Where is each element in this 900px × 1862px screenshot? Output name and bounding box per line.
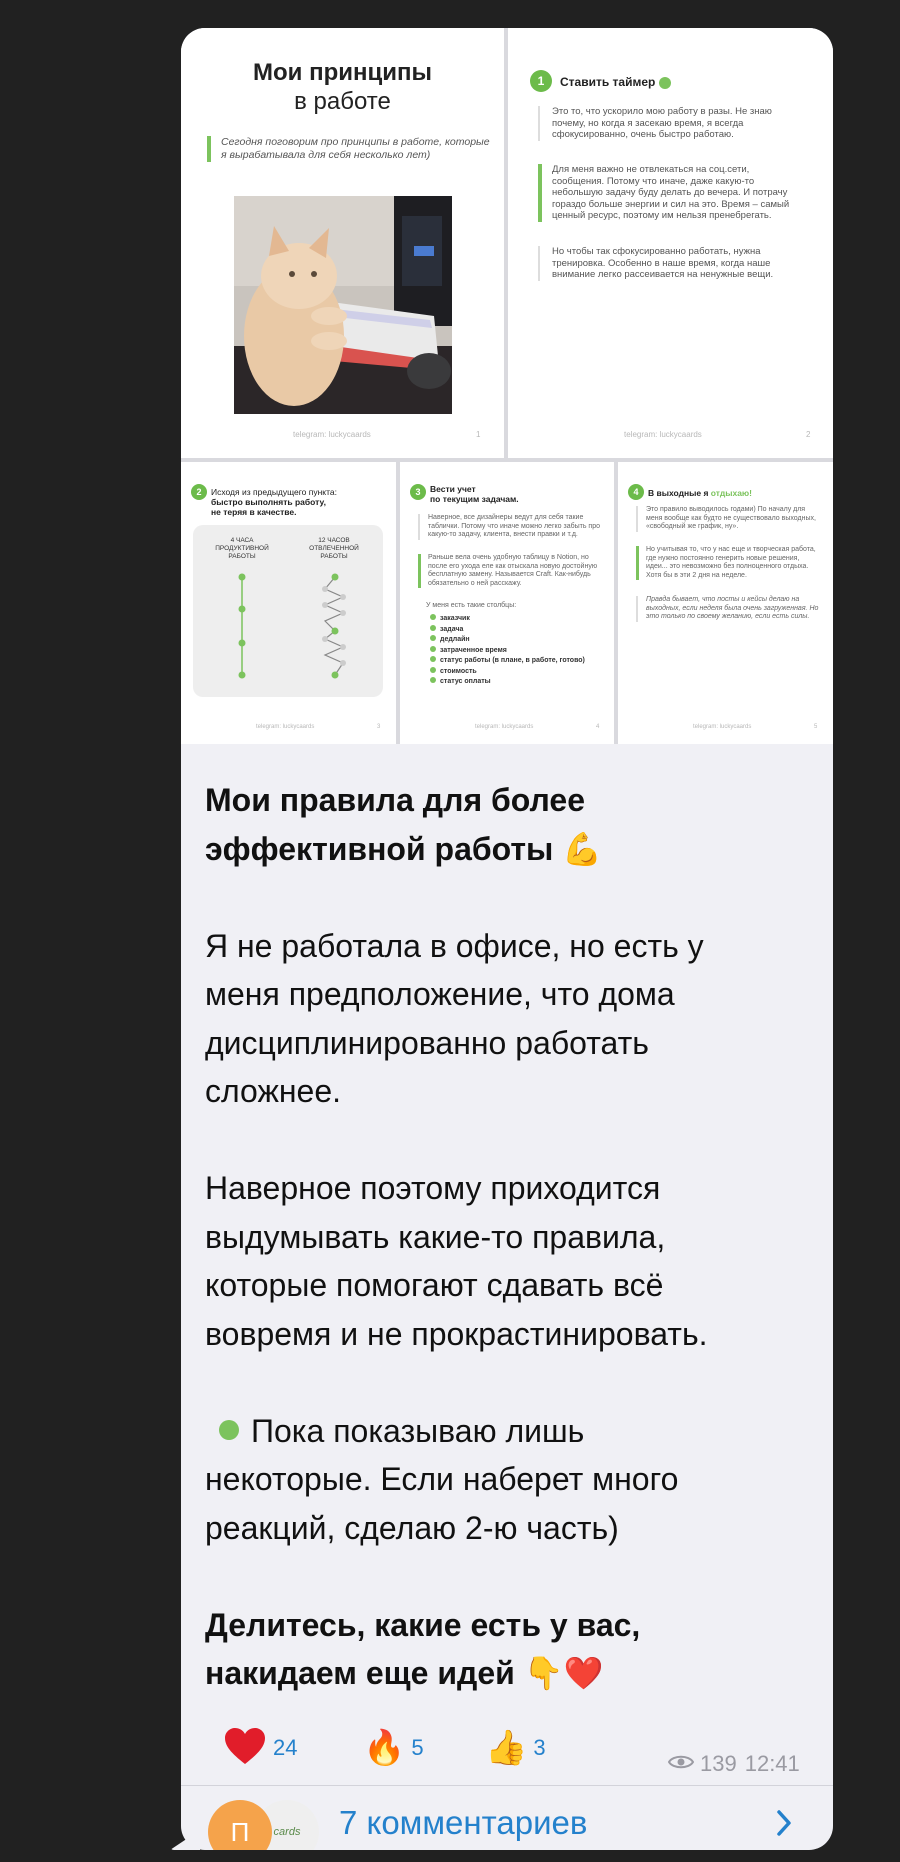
timeline-graphic	[193, 525, 383, 697]
slide-paragraph: Но учитывая то, что у нас еще и творческая работа, где нужно постоянно генерить новые решения, идеи... это невозможно без полноценного отдыха. Хотя бы в эти 2 дня на неделе.	[636, 546, 821, 580]
slide-page-number: 2	[806, 430, 811, 439]
slide-5[interactable]	[618, 462, 833, 744]
reaction-fire[interactable]	[363, 1723, 424, 1773]
message-paragraph: Я не работала в офисе, но есть у меня предположение, что дома дисциплинированно работать сложнее.	[205, 927, 704, 1109]
flexed-biceps-icon: 💪	[562, 830, 603, 867]
slide-footer: telegram: luckycaards	[293, 430, 371, 439]
message-paragraph: Пока показываю лишь некоторые. Если наберет много реакций, сделаю 2-ю часть)	[205, 1412, 679, 1546]
message-call-to-action: Делитесь, какие есть у вас, накидаем еще идей 👇❤️	[205, 1606, 641, 1691]
list-item: дедлайн	[430, 635, 605, 646]
slide-paragraph: Наверное, все дизайнеры ведут для себя такие таблички. Потому что иначе можно легко забыть про какую-то задачу, клиента, внести правки и т.д.	[418, 514, 603, 540]
reaction-heart[interactable]	[223, 1723, 297, 1773]
slide-paragraph: Но чтобы так сфокусированно работать, нужна тренировка. Особенно в наше время, когда наше внимание легко рассеивается на ненужные вещи.	[538, 246, 802, 281]
slide-badge: 2	[191, 484, 207, 500]
column-list	[430, 614, 605, 688]
green-dot-icon	[219, 1420, 239, 1440]
eye-icon	[668, 1751, 694, 1777]
reaction-count: 5	[411, 1735, 424, 1760]
pointing-down-heart-icon: 👇❤️	[523, 1655, 604, 1691]
list-item: статус работы (в плане, в работе, готово)	[430, 656, 605, 667]
slide-badge: 3	[410, 484, 426, 500]
reaction-thumbs-up[interactable]	[485, 1723, 546, 1773]
slide-badge: 4	[628, 484, 644, 500]
slide-paragraph: Правда бывает, что посты и кейсы делаю на выходных, если неделя была очень загруженная. Но это только по своему желанию, если есть силы.	[636, 596, 821, 622]
slide-footer: telegram: luckycaards	[693, 724, 752, 730]
column-label: 12 ЧАСОВ ОТВЛЕЧЕННОЙ РАБОТЫ	[309, 537, 359, 560]
slide-badge: 1	[530, 70, 552, 92]
list-item: статус оплаты	[430, 677, 605, 688]
chevron-right-icon	[775, 1808, 793, 1843]
slide-page-number: 1	[476, 430, 481, 439]
list-item: затраченное время	[430, 646, 605, 657]
list-item: стоимость	[430, 667, 605, 678]
slide-paragraph: Для меня важно не отвлекаться на соц.сети, сообщения. Потому что иначе, даже какую-то небольшую задачу буду делать до вечера. И потрачу гораздо больше энергии и сил на это. Время – самый ценный ресурс, поэтому им нельзя пренебрегать.	[538, 164, 802, 222]
comments-button[interactable]	[181, 1786, 833, 1850]
slide-subtitle: Сегодня поговорим про принципы в работе, которые я вырабатывала для себя несколько лет)	[207, 136, 491, 162]
slide-paragraph: У меня есть такие столбцы:	[426, 602, 517, 609]
slide-2[interactable]	[508, 28, 833, 458]
message-title: Мои правила для более эффективной работы 💪	[205, 782, 603, 867]
channel-avatar: cards	[255, 1800, 319, 1850]
list-item: заказчик	[430, 614, 605, 625]
view-count: 139	[700, 1751, 737, 1776]
comparison-panel	[193, 525, 383, 697]
slide-heading: Вести учет по текущим задачам.	[430, 484, 519, 504]
slide-heading: Ставить таймер	[560, 75, 671, 89]
column-label: 4 ЧАСА ПРОДУКТИВНОЙ РАБОТЫ	[215, 537, 269, 560]
slide-page-number: 5	[814, 724, 818, 730]
slide-paragraph: Раньше вела очень удобную таблицу в Notion, но после его ухода еле как отыскала новую достойную бесплатную замену. Называется Craft. Как-нибудь обязательно о ней расскажу.	[418, 554, 603, 588]
slide-title: Мои принципы в работе	[253, 59, 432, 115]
slide-heading: Исходя из предыдущего пункта: быстро выполнять работу, не теряя в качестве.	[211, 487, 338, 517]
slide-page-number: 4	[596, 724, 600, 730]
slide-3[interactable]	[181, 462, 396, 744]
message-time: 12:41	[744, 1751, 800, 1776]
slide-footer: telegram: luckycaards	[624, 430, 702, 439]
fire-icon: 🔥	[363, 1729, 406, 1767]
reaction-count: 3	[533, 1735, 546, 1760]
reaction-count: 24	[273, 1735, 298, 1760]
user-avatar: П	[208, 1800, 272, 1850]
message-meta	[668, 1751, 800, 1777]
heart-icon	[223, 1726, 267, 1771]
slide-paragraph: Это правило выводилось годами) По началу для меня вообще как будто не существовало выходных, «свободный же график, ну».	[636, 506, 821, 532]
message-text	[205, 776, 815, 1698]
slide-page-number: 3	[377, 724, 381, 730]
thumbs-up-icon: 👍	[485, 1729, 528, 1767]
cat-photo	[234, 196, 452, 414]
slide-4[interactable]	[400, 462, 614, 744]
message-paragraph: Наверное поэтому приходится выдумывать какие-то правила, которые помогают сдавать всё вовремя и не прокрастинировать.	[205, 1170, 708, 1352]
media-album[interactable]	[181, 28, 833, 744]
check-icon	[659, 77, 671, 89]
slide-1[interactable]	[181, 28, 504, 458]
slide-heading: В выходные я отдыхаю!	[648, 488, 753, 498]
slide-footer: telegram: luckycaards	[475, 724, 534, 730]
list-item: задача	[430, 625, 605, 636]
slide-paragraph: Это то, что ускорило мою работу в разы. Не знаю почему, но когда я засекаю время, я всегда сфокусированно, очень быстро работаю.	[538, 106, 802, 141]
message-bubble	[181, 28, 833, 1850]
slide-footer: telegram: luckycaards	[256, 724, 315, 730]
comments-label: 7 комментариев	[339, 1804, 588, 1841]
